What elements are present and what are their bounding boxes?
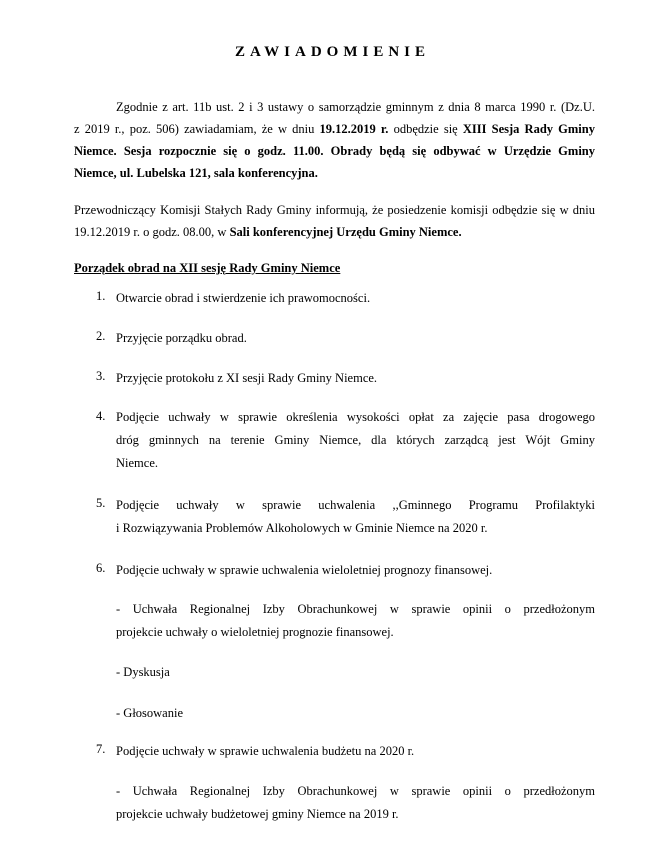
sub-line: - Głosowanie [116, 706, 183, 720]
committee-line-2 [74, 221, 595, 243]
item-line: dróg gminnych na terenie Gminy Niemce, dla których zarządcą jest Wójt Gminy [116, 433, 595, 447]
item-number: 7. [96, 742, 106, 756]
item-number: 3. [96, 369, 106, 383]
agenda-item [116, 406, 595, 475]
item-number: 6. [96, 561, 106, 575]
item-number: 2. [96, 329, 106, 343]
agenda-heading: Porządek obrad na XII sesję Rady Gminy Niemce [74, 261, 341, 275]
session-name: XIII Sesja Rady Gminy [462, 122, 595, 136]
sub-item-rio-opinion [116, 598, 595, 644]
intro-line-4: Niemce, ul. Lubelska 121, sala konferencyjna. [74, 166, 318, 180]
item-line: Niemce. [116, 456, 158, 470]
intro-text-2: odbędzie się [388, 122, 463, 136]
committee-paragraph [74, 199, 595, 243]
item-line: Otwarcie obrad i stwierdzenie ich prawomocności. [116, 291, 371, 305]
sub-item-vote [116, 702, 595, 725]
item-line: Podjęcie uchwały w sprawie uchwalenia ,,Gminnego Programu Profilaktyki [116, 498, 595, 512]
document-title: ZAWIADOMIENIE [234, 44, 431, 60]
item-line: i Rozwiązywania Problemów Alkoholowych w Gminie Niemce na 2020 r. [116, 521, 488, 535]
intro-line-2 [74, 118, 595, 140]
item-number: 5. [96, 496, 106, 510]
intro-text: z 2019 r., poz. 506) zawiadamiam, że w dniu [74, 122, 320, 136]
item-line: Podjęcie uchwały w sprawie uchwalenia budżetu na 2020 r. [116, 744, 415, 758]
agenda-item [116, 327, 595, 350]
committee-place: Sali konferencyjnej Urzędu Gminy Niemce. [229, 225, 462, 239]
intro-paragraph [74, 96, 595, 184]
agenda-item [116, 367, 595, 390]
agenda-item [116, 494, 595, 540]
item-line: Przyjęcie porządku obrad. [116, 331, 247, 345]
sub-line: - Uchwała Regionalnej Izby Obrachunkowej w sprawie opinii o przedłożonym [116, 784, 595, 798]
item-line: Podjęcie uchwały w sprawie określenia wysokości opłat za zajęcie pasa drogowego [116, 410, 595, 424]
sub-line: - Uchwała Regionalnej Izby Obrachunkowej w sprawie opinii o przedłożonym [116, 602, 595, 616]
sub-line: projekcie uchwały budżetowej gminy Niemce na 2019 r. [116, 807, 399, 821]
item-line: Podjęcie uchwały w sprawie uchwalenia wieloletniej prognozy finansowej. [116, 563, 493, 577]
intro-line-3: Niemce. Sesja rozpocznie się o godz. 11.00. Obrady będą się odbywać w Urzędzie Gminy [74, 144, 595, 158]
sub-line: - Dyskusja [116, 665, 170, 679]
committee-text: 19.12.2019 r. o godz. 08.00, w [74, 225, 230, 239]
agenda-item [116, 559, 595, 582]
item-number: 4. [96, 409, 106, 423]
intro-line-1: Zgodnie z art. 11b ust. 2 i 3 ustawy o samorządzie gminnym z dnia 8 marca 1990 r. (Dz.U. [116, 100, 595, 114]
committee-line-1: Przewodniczący Komisji Stałych Rady Gminy informują, że posiedzenie komisji odbędzie się w dniu [74, 203, 595, 217]
sub-item-discussion [116, 661, 595, 684]
item-number: 1. [96, 289, 106, 303]
sub-item-rio-opinion [116, 780, 595, 826]
agenda-item [116, 287, 595, 310]
sub-line: projekcie uchwały o wieloletniej prognozie finansowej. [116, 625, 394, 639]
item-line: Przyjęcie protokołu z XI sesji Rady Gminy Niemce. [116, 371, 378, 385]
agenda-item [116, 740, 595, 763]
session-date: 19.12.2019 r. [319, 122, 389, 136]
